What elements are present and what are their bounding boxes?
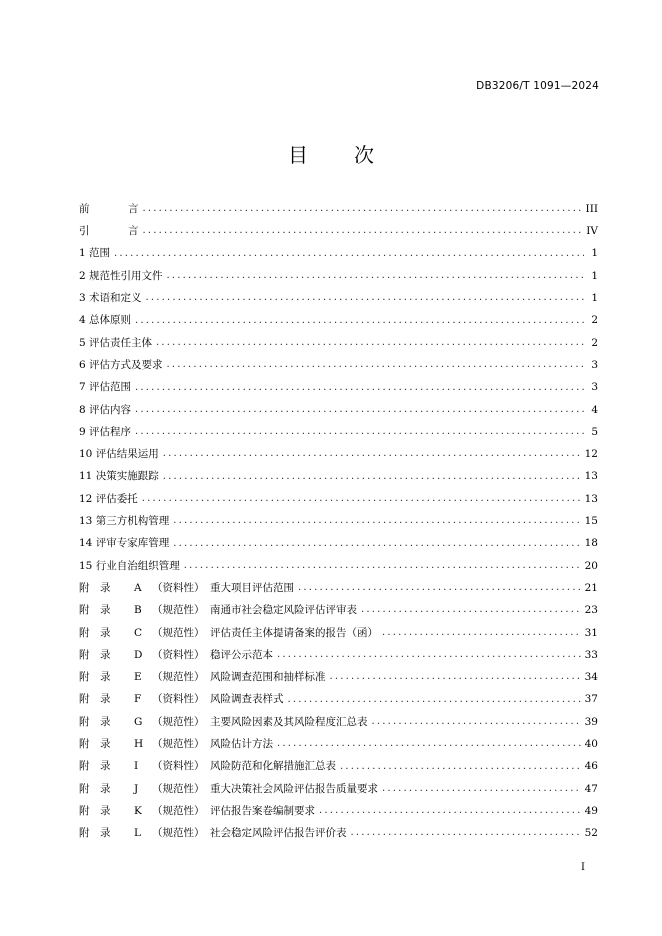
toc-page-number: 34 bbox=[584, 671, 598, 684]
toc-entry-label: 8 评估内容 bbox=[79, 403, 132, 416]
toc-entry[interactable] bbox=[79, 577, 598, 599]
appendix-prefix: 附 录 bbox=[79, 760, 111, 773]
appendix-title: 重大决策社会风险评估报告质量要求 bbox=[210, 782, 378, 795]
toc-leader-dots bbox=[163, 449, 581, 459]
toc-page-number: 13 bbox=[584, 492, 598, 505]
toc-leader-dots bbox=[143, 204, 582, 214]
toc-leader-dots bbox=[277, 650, 581, 660]
toc-entry[interactable] bbox=[79, 733, 598, 755]
toc-leader-dots bbox=[135, 427, 584, 437]
appendix-prefix: 附 录 bbox=[79, 671, 111, 684]
appendix-letter: J bbox=[134, 782, 139, 795]
toc-entry-label: 15 行业自治组织管理 bbox=[79, 559, 180, 572]
appendix-kind: （规范性） bbox=[152, 626, 205, 639]
toc-entry[interactable] bbox=[79, 220, 598, 242]
appendix-prefix: 附 录 bbox=[79, 738, 111, 751]
appendix-title: 稳评公示范本 bbox=[210, 648, 273, 661]
appendix-kind: （规范性） bbox=[152, 827, 205, 840]
toc-entry-label: 7 评估范围 bbox=[79, 381, 132, 394]
appendix-prefix: 附 录 bbox=[79, 827, 111, 840]
toc-leader-dots bbox=[382, 784, 581, 794]
toc-entry-label: 5 评估责任主体 bbox=[79, 336, 153, 349]
toc-leader-dots bbox=[135, 316, 584, 326]
toc-entry-label: 9 评估程序 bbox=[79, 425, 132, 438]
toc-page-number: 46 bbox=[584, 760, 598, 773]
toc-entry[interactable] bbox=[79, 555, 598, 577]
table-of-contents bbox=[79, 198, 598, 845]
toc-page-number: 15 bbox=[584, 515, 598, 528]
appendix-kind: （资料性） bbox=[152, 693, 205, 706]
appendix-prefix: 附 录 bbox=[79, 626, 111, 639]
toc-entry[interactable] bbox=[79, 689, 598, 711]
page-title bbox=[0, 139, 662, 168]
toc-leader-dots bbox=[173, 539, 580, 549]
toc-page-number: 2 bbox=[591, 336, 598, 349]
appendix-title: 南通市社会稳定风险评估评审表 bbox=[210, 604, 357, 617]
toc-leader-dots bbox=[288, 695, 581, 705]
title-char-2: 次 bbox=[354, 143, 374, 167]
toc-entry[interactable] bbox=[79, 510, 598, 532]
toc-entry-label bbox=[79, 204, 139, 215]
appendix-letter: H bbox=[134, 738, 144, 751]
page-number: I bbox=[581, 862, 585, 873]
toc-entry[interactable] bbox=[79, 822, 598, 844]
toc-entry[interactable] bbox=[79, 711, 598, 733]
toc-leader-dots bbox=[184, 561, 581, 571]
toc-entry-label bbox=[79, 761, 336, 772]
appendix-title: 风险调查范围和抽样标准 bbox=[210, 671, 326, 684]
toc-entry-label: 2 规范性引用文件 bbox=[79, 269, 163, 282]
appendix-kind: （规范性） bbox=[152, 804, 205, 817]
appendix-letter: L bbox=[134, 827, 141, 840]
toc-page-number: 18 bbox=[584, 537, 598, 550]
appendix-kind: （规范性） bbox=[152, 715, 205, 728]
toc-entry-label bbox=[79, 672, 326, 683]
toc-leader-dots bbox=[146, 293, 584, 303]
toc-entry[interactable] bbox=[79, 287, 598, 309]
toc-entry-label: 1 范围 bbox=[79, 247, 111, 260]
toc-entry[interactable] bbox=[79, 198, 598, 220]
document-code: DB3206/T 1091—2024 bbox=[476, 80, 599, 92]
toc-entry[interactable] bbox=[79, 309, 598, 331]
toc-leader-dots bbox=[114, 249, 584, 259]
toc-page-number: 5 bbox=[591, 425, 598, 438]
toc-page-number: IV bbox=[586, 225, 598, 238]
toc-entry[interactable] bbox=[79, 243, 598, 265]
toc-entry-label bbox=[79, 628, 378, 639]
toc-entry-label: 4 总体原则 bbox=[79, 314, 132, 327]
toc-page-number: 1 bbox=[591, 292, 598, 305]
toc-page-number: 12 bbox=[584, 448, 598, 461]
appendix-title: 评估报告案卷编制要求 bbox=[210, 804, 315, 817]
toc-leader-dots bbox=[298, 583, 581, 593]
appendix-letter: C bbox=[134, 626, 143, 639]
toc-entry-label: 12 评估委托 bbox=[79, 492, 138, 505]
toc-leader-dots bbox=[351, 828, 581, 838]
appendix-kind: （资料性） bbox=[152, 648, 205, 661]
toc-page-number: 23 bbox=[584, 604, 598, 617]
toc-entry[interactable] bbox=[79, 778, 598, 800]
toc-entry-label bbox=[79, 226, 139, 237]
toc-entry[interactable] bbox=[79, 332, 598, 354]
toc-entry[interactable] bbox=[79, 532, 598, 554]
appendix-letter: K bbox=[134, 804, 142, 817]
toc-page-number: 20 bbox=[584, 559, 598, 572]
toc-page-number: 33 bbox=[584, 648, 598, 661]
title-char-1: 目 bbox=[288, 143, 308, 167]
toc-entry-label: 10 评估结果运用 bbox=[79, 448, 159, 461]
appendix-letter: A bbox=[134, 581, 142, 594]
appendix-title: 风险估计方法 bbox=[210, 738, 273, 751]
toc-leader-dots bbox=[382, 628, 581, 638]
toc-entry[interactable] bbox=[79, 354, 598, 376]
toc-entry[interactable] bbox=[79, 376, 598, 398]
toc-entry-label: 14 评审专家库管理 bbox=[79, 537, 170, 550]
toc-page-number: 39 bbox=[584, 715, 598, 728]
toc-leader-dots bbox=[361, 605, 581, 615]
toc-entry-label-char: 言 bbox=[128, 202, 139, 215]
toc-entry-label-char: 前 bbox=[79, 202, 90, 215]
toc-page-number: III bbox=[585, 202, 598, 215]
toc-entry-label bbox=[79, 828, 347, 839]
appendix-letter: D bbox=[134, 648, 143, 661]
toc-entry-label: 6 评估方式及要求 bbox=[79, 358, 163, 371]
toc-entry-label bbox=[79, 739, 273, 750]
appendix-prefix: 附 录 bbox=[79, 648, 111, 661]
appendix-title: 社会稳定风险评估报告评价表 bbox=[210, 827, 347, 840]
appendix-kind: （规范性） bbox=[152, 782, 205, 795]
toc-entry-label bbox=[79, 605, 357, 616]
appendix-kind: （资料性） bbox=[152, 581, 205, 594]
toc-page-number: 31 bbox=[584, 626, 598, 639]
toc-entry[interactable] bbox=[79, 800, 598, 822]
toc-leader-dots bbox=[163, 472, 581, 482]
toc-entry[interactable] bbox=[79, 644, 598, 666]
toc-entry-label: 13 第三方机构管理 bbox=[79, 515, 170, 528]
toc-leader-dots bbox=[167, 271, 584, 281]
appendix-prefix: 附 录 bbox=[79, 604, 111, 617]
toc-entry-label: 3 术语和定义 bbox=[79, 292, 142, 305]
toc-page-number: 3 bbox=[591, 358, 598, 371]
appendix-letter: E bbox=[134, 671, 142, 684]
toc-entry-label bbox=[79, 583, 294, 594]
appendix-title: 风险调查表样式 bbox=[210, 693, 284, 706]
toc-page-number: 4 bbox=[591, 403, 598, 416]
toc-page-number: 49 bbox=[584, 804, 598, 817]
appendix-letter: G bbox=[134, 715, 143, 728]
toc-leader-dots bbox=[135, 383, 584, 393]
toc-entry[interactable] bbox=[79, 421, 598, 443]
toc-page-number: 37 bbox=[584, 693, 598, 706]
toc-entry-label bbox=[79, 784, 378, 795]
toc-leader-dots bbox=[143, 226, 583, 236]
toc-entry[interactable] bbox=[79, 399, 598, 421]
appendix-prefix: 附 录 bbox=[79, 782, 111, 795]
toc-entry[interactable] bbox=[79, 466, 598, 488]
appendix-kind: （资料性） bbox=[152, 760, 205, 773]
toc-page-number: 40 bbox=[584, 738, 598, 751]
toc-entry[interactable] bbox=[79, 666, 598, 688]
toc-entry-label-char: 引 bbox=[79, 225, 90, 238]
toc-entry-label-char: 言 bbox=[128, 225, 139, 238]
appendix-title: 风险防范和化解措施汇总表 bbox=[210, 760, 336, 773]
toc-page-number: 47 bbox=[584, 782, 598, 795]
appendix-prefix: 附 录 bbox=[79, 804, 111, 817]
appendix-prefix: 附 录 bbox=[79, 581, 111, 594]
toc-entry[interactable] bbox=[79, 755, 598, 777]
toc-entry-label bbox=[79, 694, 284, 705]
appendix-letter: I bbox=[134, 760, 139, 773]
appendix-title: 重大项目评估范围 bbox=[210, 581, 294, 594]
toc-page-number: 21 bbox=[584, 581, 598, 594]
toc-page-number: 1 bbox=[591, 269, 598, 282]
toc-page-number: 1 bbox=[591, 247, 598, 260]
toc-entry-label bbox=[79, 717, 368, 728]
toc-page-number: 2 bbox=[591, 314, 598, 327]
appendix-prefix: 附 录 bbox=[79, 693, 111, 706]
toc-leader-dots bbox=[156, 338, 584, 348]
toc-leader-dots bbox=[319, 806, 581, 816]
toc-entry[interactable] bbox=[79, 599, 598, 621]
toc-leader-dots bbox=[330, 672, 581, 682]
toc-entry-label bbox=[79, 650, 273, 661]
toc-leader-dots bbox=[372, 717, 581, 727]
appendix-kind: （规范性） bbox=[152, 671, 205, 684]
appendix-kind: （规范性） bbox=[152, 604, 205, 617]
appendix-letter: F bbox=[134, 693, 142, 706]
appendix-title: 评估责任主体提请备案的报告（函） bbox=[210, 626, 378, 639]
toc-entry[interactable] bbox=[79, 622, 598, 644]
appendix-kind: （规范性） bbox=[152, 738, 205, 751]
toc-leader-dots bbox=[142, 494, 581, 504]
toc-page-number: 52 bbox=[584, 827, 598, 840]
appendix-title: 主要风险因素及其风险程度汇总表 bbox=[210, 715, 368, 728]
toc-leader-dots bbox=[167, 360, 584, 370]
toc-page-number: 13 bbox=[584, 470, 598, 483]
toc-entry[interactable] bbox=[79, 265, 598, 287]
toc-entry[interactable] bbox=[79, 488, 598, 510]
appendix-prefix: 附 录 bbox=[79, 715, 111, 728]
toc-leader-dots bbox=[340, 762, 581, 772]
toc-entry-label: 11 决策实施跟踪 bbox=[79, 470, 159, 483]
toc-entry-label bbox=[79, 806, 315, 817]
appendix-letter: B bbox=[134, 604, 142, 617]
toc-entry[interactable] bbox=[79, 443, 598, 465]
toc-leader-dots bbox=[173, 516, 580, 526]
toc-leader-dots bbox=[135, 405, 584, 415]
toc-page-number: 3 bbox=[591, 381, 598, 394]
toc-leader-dots bbox=[277, 739, 581, 749]
